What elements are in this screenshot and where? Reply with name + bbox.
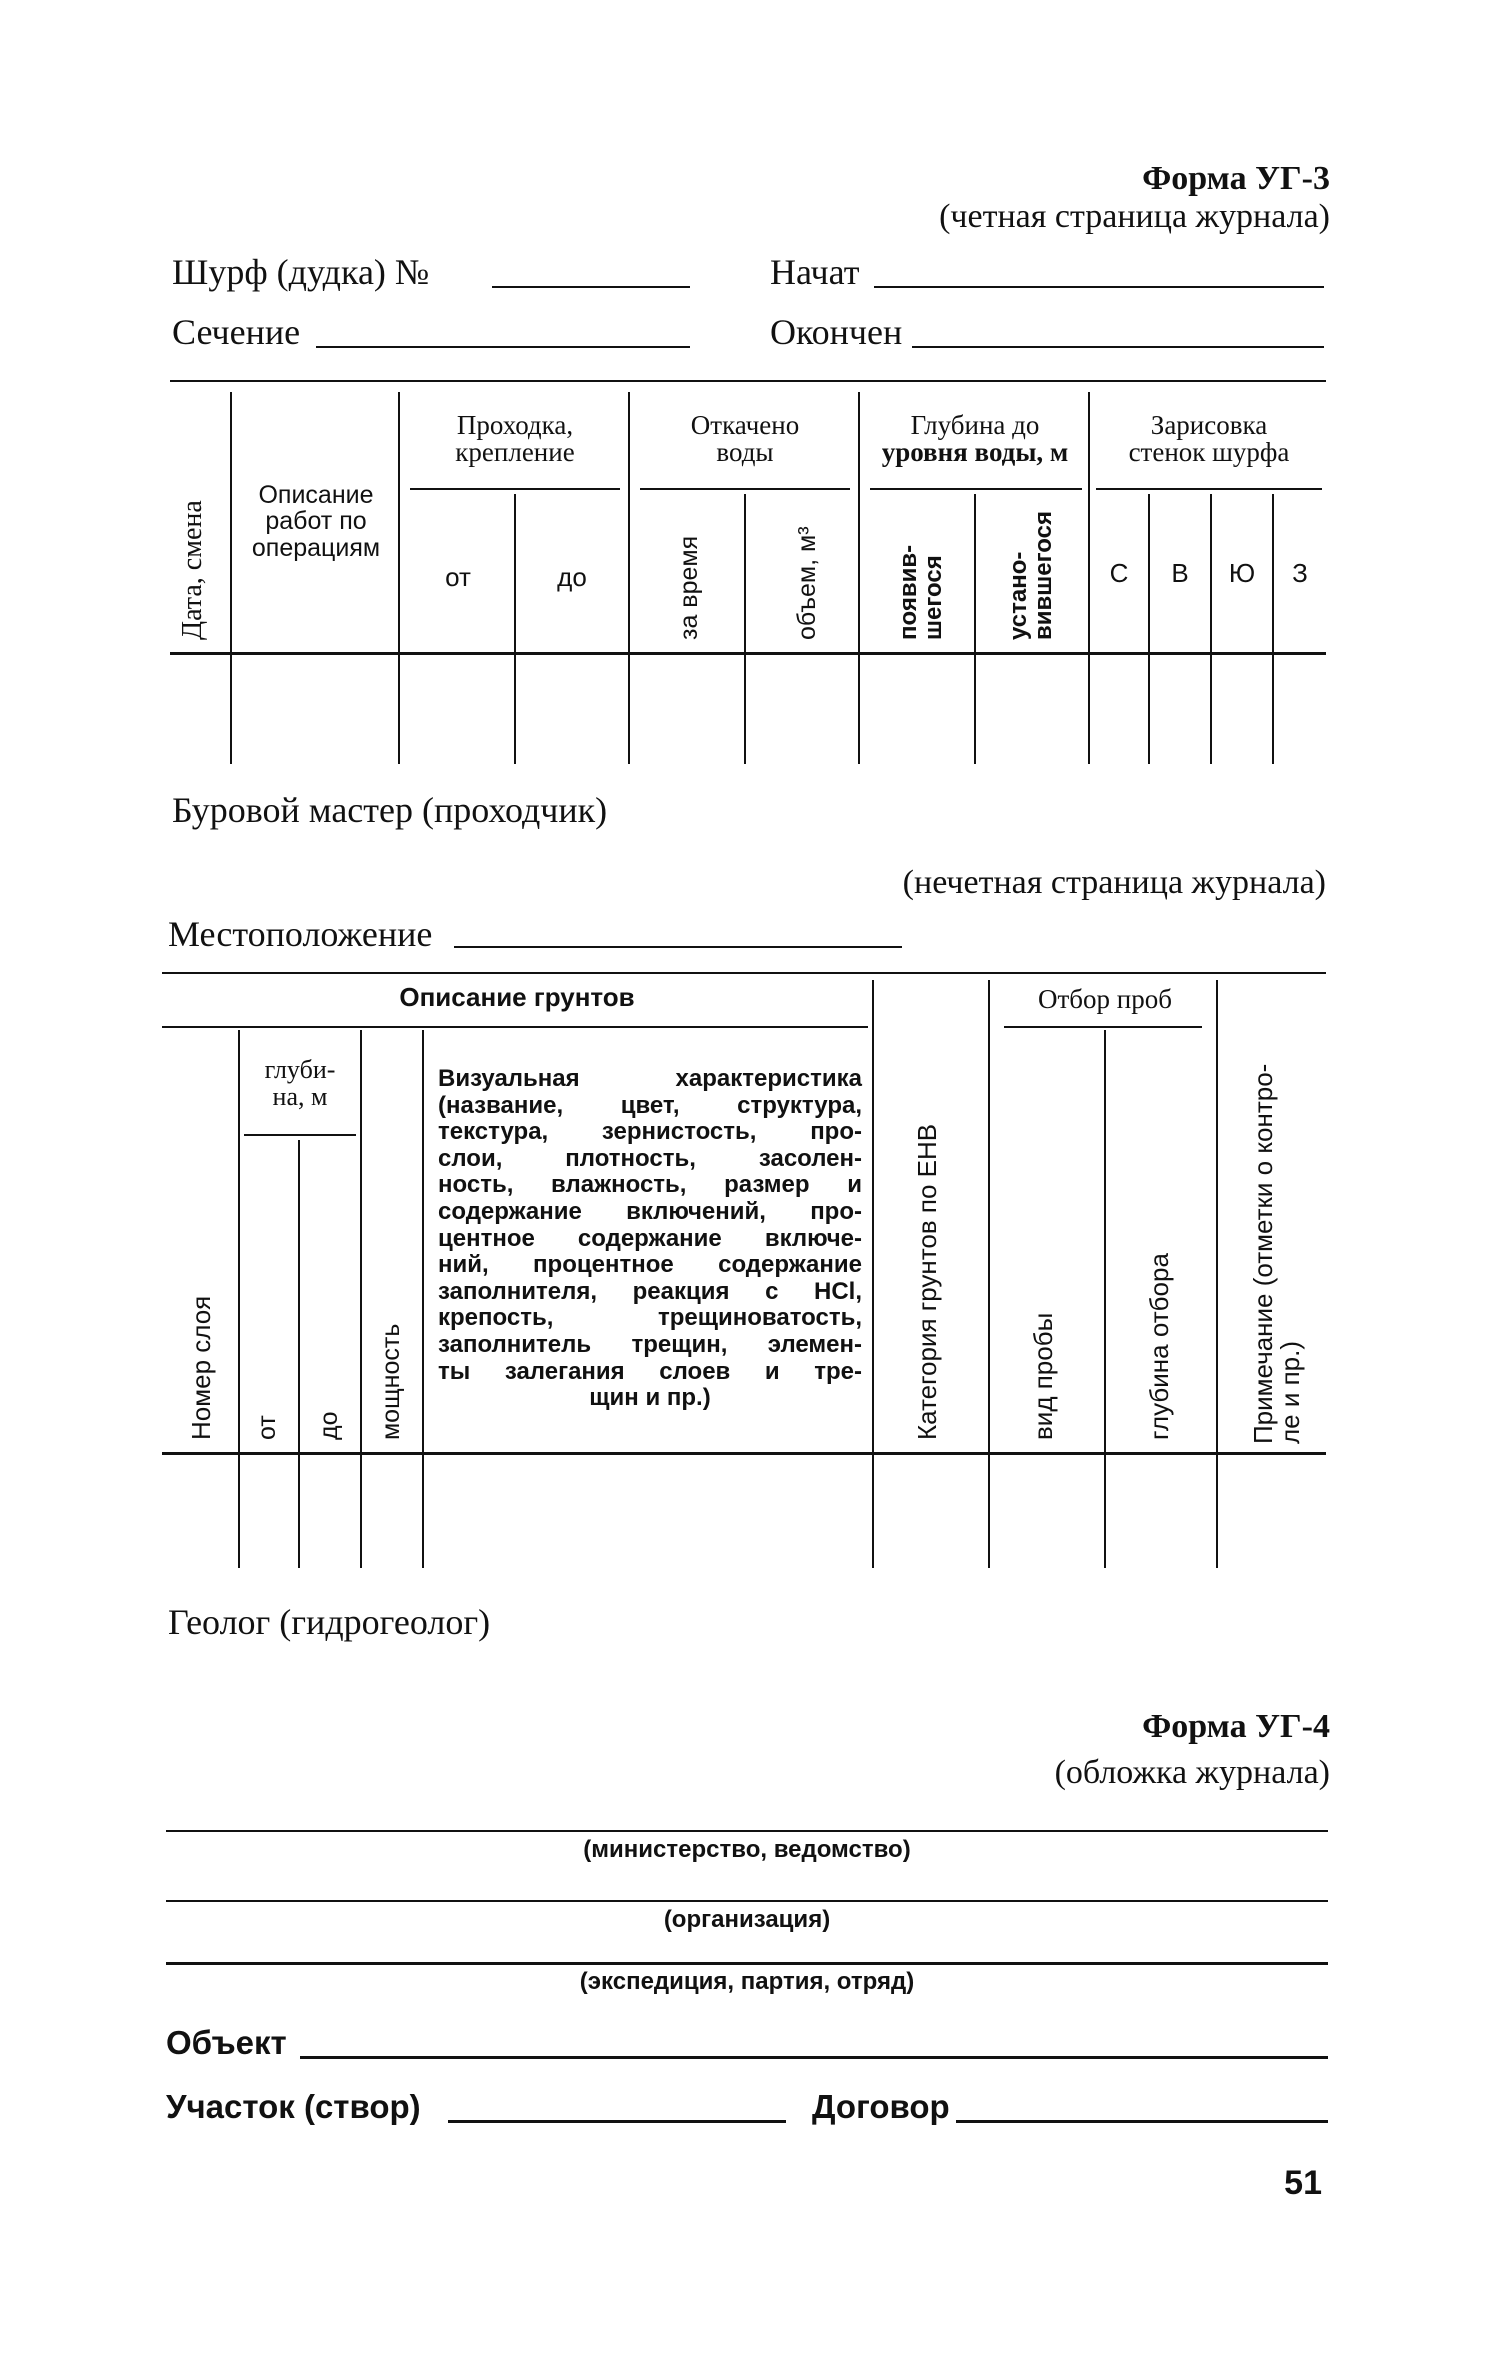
table2-divider — [1216, 980, 1218, 1568]
col-opisanie-line: работ по — [265, 507, 367, 536]
table1-divider — [628, 392, 630, 764]
uchastok-line[interactable] — [448, 2120, 786, 2123]
table1-subdivider — [974, 494, 976, 764]
ekspediciya-caption: (экспедиция, партия, отряд) — [579, 1968, 915, 1995]
sub-obem: объем, м³ — [793, 526, 821, 640]
table1-top-border — [170, 380, 1326, 382]
vis-line: текстура, зернистость, про- — [438, 1118, 862, 1146]
col-glubina-m — [240, 1056, 360, 1111]
table1-subdivider — [1148, 494, 1150, 764]
otbor-underline — [1004, 1026, 1202, 1028]
sub-v: В — [1171, 558, 1189, 588]
burovoy-master-label: Буровой мастер (проходчик) — [172, 790, 608, 830]
vis-line: щин и пр.) — [589, 1384, 711, 1412]
table2-divider — [988, 980, 990, 1568]
col-kategoriya-gruntov: Категория грунтов по ЕНВ — [912, 1123, 942, 1440]
table1-divider — [858, 392, 860, 764]
obekt-label: Объект — [166, 2024, 287, 2061]
dogovor-label: Договор — [812, 2088, 950, 2125]
col-glubina-line: Глубина до — [910, 410, 1040, 440]
nachat-label: Начат — [770, 252, 860, 292]
sub-vid-proby: вид пробы — [1028, 1312, 1058, 1440]
col-otbor-prob: Отбор проб — [1038, 984, 1172, 1014]
prohodka-underline — [410, 488, 620, 490]
obekt-line[interactable] — [300, 2056, 1328, 2059]
table2-divider — [1104, 1030, 1106, 1568]
mestopolozhenie-line[interactable] — [454, 946, 902, 948]
mestopolozhenie-label: Местоположение — [168, 914, 433, 954]
even-page-subtitle: (четная страница журнала) — [939, 198, 1330, 235]
vis-line: заполнителя, реакция с HCl, — [438, 1277, 862, 1305]
ministerstvo-caption: (министерство, ведомство) — [583, 1836, 911, 1863]
sub-ot: от — [445, 562, 471, 592]
table1-divider — [230, 392, 232, 764]
col-primechanie — [1250, 1064, 1305, 1444]
organizaciya-caption: (организация) — [663, 1906, 831, 1933]
col-primechanie-line: Примечание (отметки о контро- — [1248, 1063, 1278, 1444]
page-number: 51 — [1284, 2164, 1322, 2202]
col-otkacheno — [632, 412, 858, 466]
vis-line: ний, процентное содержание — [438, 1251, 862, 1279]
vis-line: Визуальная характеристика — [438, 1065, 862, 1092]
odd-page-subtitle: (нечетная страница журнала) — [902, 864, 1326, 901]
sub-do-sloy: до — [315, 1411, 343, 1440]
okonchen-line[interactable] — [912, 346, 1324, 348]
col-date-smena: Дата, смена — [177, 500, 208, 640]
glubina-m-underline — [244, 1134, 356, 1136]
glubina-underline — [870, 488, 1082, 490]
form-ug4-title: Форма УГ-4 — [1142, 1708, 1330, 1745]
col-glubina-m-line: глуби- — [264, 1055, 336, 1084]
table2-divider — [422, 1030, 424, 1568]
form-ug3-title: Форма УГ-3 — [1142, 160, 1330, 197]
table1-subdivider — [514, 494, 516, 764]
sechenie-label: Сечение — [172, 312, 301, 352]
vis-characteristic-text — [438, 1066, 862, 1412]
table2-header-bottom — [162, 1452, 1326, 1455]
sub-poyavivshegosya — [896, 545, 946, 640]
col-opisanie-line: Описание — [258, 481, 374, 509]
otkacheno-underline — [640, 488, 850, 490]
col-prohodka-line: крепление — [455, 437, 575, 467]
col-zarisovka-line: стенок шурфа — [1128, 437, 1290, 467]
col-moshchnost: мощность — [377, 1323, 405, 1440]
vis-line: центное содержание включе- — [438, 1224, 862, 1252]
ekspediciya-line[interactable] — [166, 1962, 1328, 1965]
vis-line: ты залегания слоев и тре- — [438, 1357, 862, 1385]
table2-divider — [238, 1030, 240, 1568]
table2-divider — [872, 980, 874, 1568]
organizaciya-line[interactable] — [166, 1900, 1328, 1902]
col-otkacheno-line: Откачено — [690, 410, 800, 440]
col-opisanie-line: операциям — [251, 533, 381, 562]
sub-poyav-line: шегося — [920, 555, 948, 640]
sub-za-vremya: за время — [675, 535, 703, 640]
col-primechanie-line: ле и пр.) — [1275, 1340, 1306, 1444]
table1-header-bottom — [170, 652, 1326, 655]
sub-ustanovivshegosya — [1006, 511, 1056, 640]
table1-subdivider — [1210, 494, 1212, 764]
col-nomer-sloya: Номер слоя — [186, 1295, 216, 1440]
shurf-label: Шурф (дудка) № — [172, 252, 430, 292]
nachat-line[interactable] — [874, 286, 1324, 288]
sub-poyav-line: появив- — [895, 544, 922, 640]
sub-ustano-line: вившегося — [1030, 511, 1058, 640]
sub-ustano-line: устано- — [1005, 551, 1032, 640]
cover-subtitle: (обложка журнала) — [1054, 1754, 1330, 1791]
ministerstvo-line[interactable] — [166, 1830, 1328, 1832]
sub-s: С — [1109, 558, 1129, 588]
table2-divider — [360, 1030, 362, 1568]
vis-line: (название, цвет, структура, — [438, 1091, 862, 1119]
table1-subdivider — [1272, 494, 1274, 764]
sub-z: З — [1292, 558, 1308, 588]
shurf-number-line[interactable] — [492, 286, 690, 288]
vis-line: слои, плотность, засолен- — [438, 1144, 862, 1172]
table2-top-border — [162, 972, 1326, 974]
vis-line: крепость, трещиноватость, — [438, 1304, 862, 1332]
zarisovka-underline — [1096, 488, 1322, 490]
col-glubina-line: уровня воды, м — [881, 437, 1069, 467]
col-glubina-do-urovnya — [862, 412, 1088, 466]
col-zarisovka — [1092, 412, 1326, 466]
col-glubina-m-line: на, м — [272, 1082, 328, 1112]
col-prohodka-line: Проходка, — [456, 410, 574, 440]
table2-divider — [298, 1140, 300, 1568]
sub-glubina-otbora: глубина отбора — [1144, 1253, 1174, 1440]
col-otkacheno-line: воды — [716, 437, 774, 467]
sub-do: до — [557, 562, 587, 592]
vis-line: заполнитель трещин, элемен- — [438, 1330, 862, 1358]
col-opisanie-rabot — [236, 482, 396, 561]
vis-line: содержание включений, про- — [438, 1197, 862, 1225]
sub-ot-sloy: от — [253, 1415, 281, 1440]
table1-divider — [398, 392, 400, 764]
col-prohodka — [402, 412, 628, 466]
table1-subdivider — [744, 494, 746, 764]
sechenie-line[interactable] — [316, 346, 690, 348]
uchastok-label: Участок (створ) — [166, 2088, 421, 2125]
sub-yu: Ю — [1228, 558, 1256, 588]
okonchen-label: Окончен — [770, 312, 903, 352]
geolog-label: Геолог (гидрогеолог) — [168, 1602, 491, 1642]
vis-line: ность, влажность, размер и — [438, 1171, 862, 1199]
col-zarisovka-line: Зарисовка — [1150, 410, 1268, 440]
col-opisanie-gruntov: Описание грунтов — [399, 982, 635, 1012]
opisanie-underline — [162, 1026, 868, 1028]
dogovor-line[interactable] — [956, 2120, 1328, 2123]
